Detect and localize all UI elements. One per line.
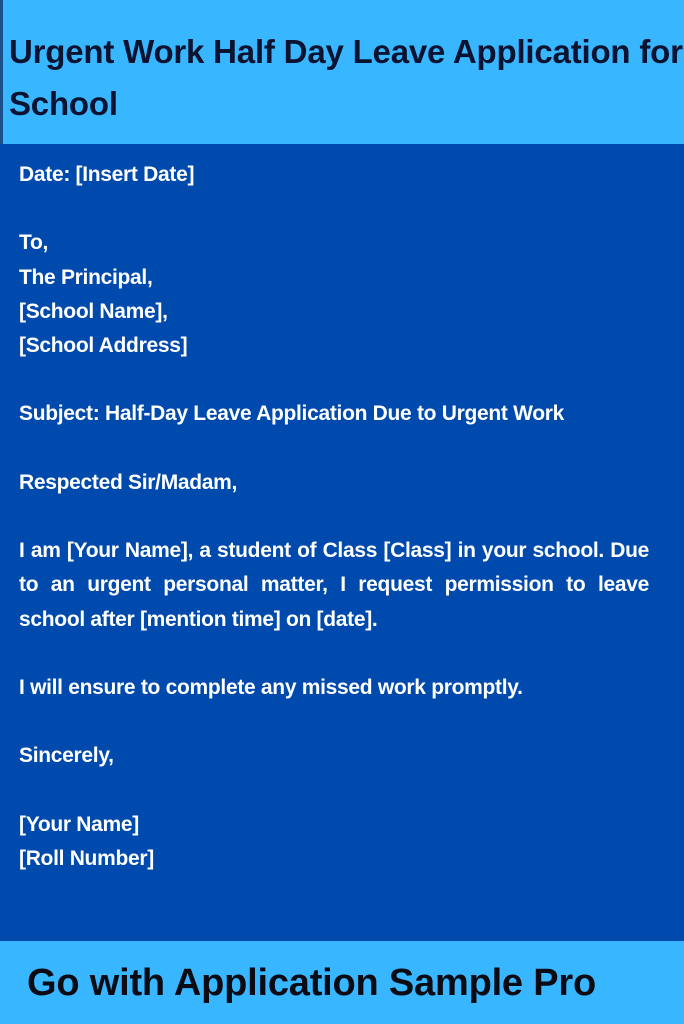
letter-roll-number: [Roll Number] — [19, 846, 154, 870]
letter-closing-line: I will ensure to complete any missed work promptly. — [19, 675, 523, 699]
footer-brand: Go with Application Sample Pro — [27, 962, 596, 1004]
letter-body — [19, 158, 649, 876]
spacer — [19, 500, 649, 534]
letter-body-paragraph: I am [Your Name], a student of Class [Class] in your school. Due to an urgent personal matter, I request permission to leave school after [mention time] on [date]. — [19, 539, 649, 631]
letter-to: To, — [19, 231, 49, 255]
page-title: Urgent Work Half Day Leave Application for School — [9, 33, 683, 122]
spacer — [19, 432, 649, 466]
spacer — [19, 774, 649, 808]
letter-recipient: The Principal, — [19, 265, 153, 289]
spacer — [19, 192, 649, 226]
letter-sign-off: Sincerely, — [19, 744, 114, 768]
spacer — [19, 705, 649, 739]
letter-school-name: [School Name], — [19, 299, 168, 323]
spacer — [19, 363, 649, 397]
spacer — [19, 637, 649, 671]
letter-date: Date: [Insert Date] — [19, 163, 195, 186]
letter-salutation: Respected Sir/Madam, — [19, 470, 238, 494]
letter-name: [Your Name] — [19, 812, 139, 836]
letter-subject: Subject: Half-Day Leave Application Due to Urgent Work — [19, 402, 565, 426]
letter-school-address: [School Address] — [19, 334, 188, 357]
footer-banner — [0, 941, 684, 1024]
title-banner — [0, 0, 684, 144]
